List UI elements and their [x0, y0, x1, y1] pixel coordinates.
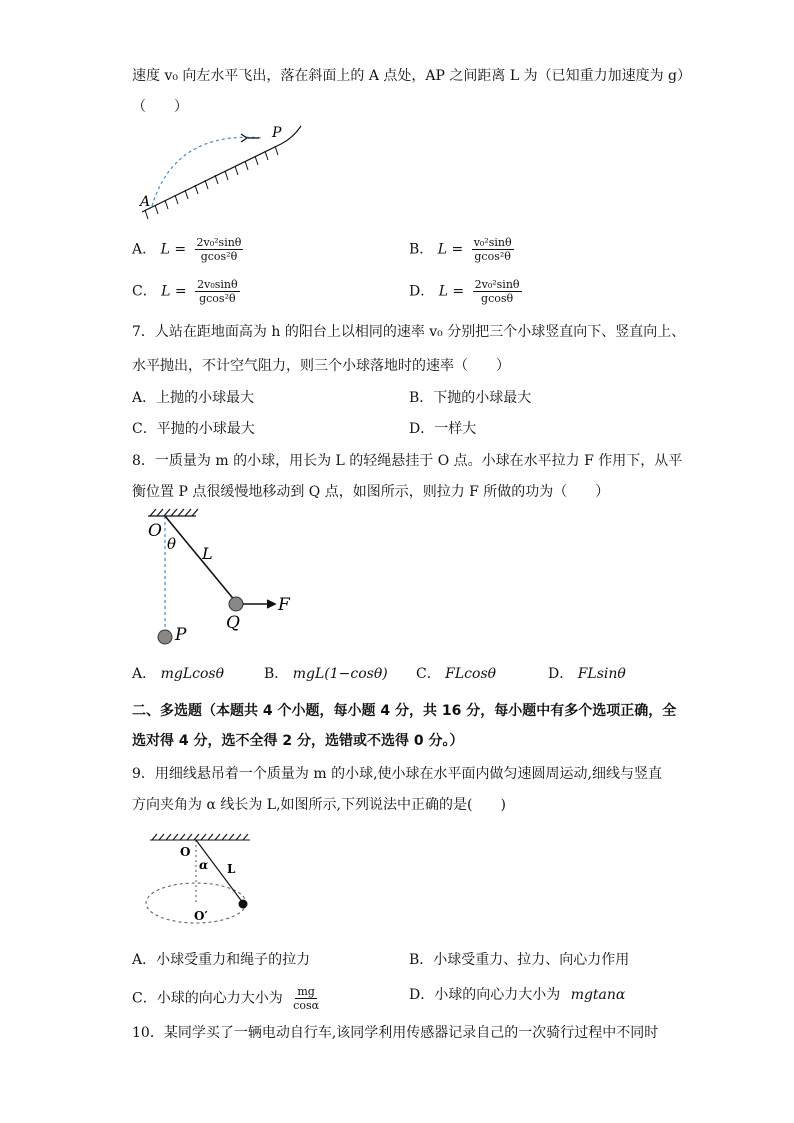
q6-option-a[interactable] — [132, 236, 243, 263]
option-expression: FLcosθ — [445, 666, 497, 682]
ball-P — [158, 630, 172, 644]
launch-arrow-icon — [241, 134, 259, 142]
ceiling — [150, 834, 250, 840]
ceiling — [148, 509, 198, 516]
q9-option-b[interactable]: B．小球受重力、拉力、向心力作用 — [409, 952, 630, 968]
fraction — [195, 278, 240, 305]
q8-stem-line1: 8．一质量为 m 的小球，用长为 L 的轻绳悬挂于 O 点。小球在水平拉力 F 作用下，从平 — [132, 453, 683, 469]
q8-stem-line2: 衡位置 P 点很缓慢地移动到 Q 点，如图所示，则拉力 F 所做的功为（ ） — [132, 484, 610, 500]
ball-Q — [229, 597, 243, 611]
fraction-denominator: gcos²θ — [474, 250, 511, 263]
q6-stem-line1: 速度 v₀ 向左水平飞出，落在斜面上的 A 点处，AP 之间距离 L 为（已知重力加速度为 g） — [132, 68, 692, 84]
fraction-numerator: 2v₀²sinθ — [196, 236, 242, 249]
option-text: C．小球的向心力大小为 — [132, 990, 283, 1007]
fraction — [473, 278, 522, 305]
fraction-numerator: 2v₀²sinθ — [474, 278, 520, 291]
q7-option-a[interactable]: A．上抛的小球最大 — [132, 390, 255, 406]
q6-option-b[interactable] — [409, 236, 514, 263]
q6-option-d[interactable] — [409, 278, 522, 305]
label-F: F — [278, 595, 290, 615]
label-P: P — [175, 625, 187, 645]
label-O: O — [180, 845, 191, 859]
q10-stem-line1: 10．某同学买了一辆电动自行车,该同学利用传感器记录自己的一次骑行过程中不同时 — [132, 1025, 659, 1041]
q9-option-c[interactable] — [132, 985, 321, 1012]
label-L: L — [227, 862, 236, 876]
label-alpha: α — [199, 858, 209, 872]
incline-hatching — [145, 146, 278, 219]
q6-option-c[interactable] — [132, 278, 240, 305]
label-P: P — [272, 125, 282, 141]
option-letter: D． — [409, 283, 435, 300]
option-lhs: L = — [437, 241, 464, 258]
q8-option-b[interactable] — [264, 664, 388, 684]
option-letter: A． — [132, 666, 157, 682]
q9-option-a[interactable]: A．小球受重力和绳子的拉力 — [132, 952, 311, 968]
option-expression: mgtanα — [570, 987, 626, 1003]
option-lhs: L = — [160, 241, 187, 258]
option-letter: B． — [264, 666, 289, 682]
label-L: L — [202, 544, 213, 563]
label-Q: Q — [226, 613, 240, 633]
option-letter: D． — [548, 666, 574, 682]
q8-option-d[interactable] — [548, 664, 626, 684]
fraction-denominator: gcosθ — [481, 292, 514, 305]
option-letter: C． — [132, 283, 157, 300]
rope — [165, 516, 236, 602]
q7-stem-line2: 水平抛出，不计空气阻力，则三个小球落地时的速率（ ） — [132, 358, 510, 374]
q9-stem-line2: 方向夹角为 α 线长为 L,如图所示,下列说法中正确的是( ) — [132, 797, 506, 813]
q7-stem-line1: 7．人站在距地面高为 h 的阳台上以相同的速率 v₀ 分别把三个小球竖直向下、竖直向上、 — [132, 324, 686, 340]
q8-option-a[interactable] — [132, 664, 224, 684]
q9-option-d[interactable] — [409, 985, 625, 1005]
fraction-denominator: gcos²θ — [199, 292, 236, 305]
q9-conical-pendulum-figure — [140, 832, 270, 932]
ball — [239, 900, 248, 909]
q8-pendulum-figure — [140, 508, 300, 650]
q6-incline-figure — [135, 120, 310, 225]
fraction — [472, 236, 514, 263]
option-text: D．小球的向心力大小为 — [409, 987, 561, 1003]
option-letter: B． — [409, 241, 434, 258]
q7-option-d[interactable]: D．一样大 — [409, 421, 477, 437]
force-arrow-icon — [243, 600, 275, 608]
fraction-numerator: v₀²sinθ — [473, 236, 512, 249]
q7-option-c[interactable]: C．平抛的小球最大 — [132, 421, 255, 437]
option-letter: A． — [132, 241, 157, 258]
option-lhs: L = — [161, 283, 187, 300]
option-lhs: L = — [438, 283, 465, 300]
label-O-prime: O′ — [194, 909, 208, 923]
q7-option-b[interactable]: B．下抛的小球最大 — [409, 390, 532, 406]
label-theta: θ — [167, 535, 177, 553]
fraction-numerator: 2v₀sinθ — [197, 278, 238, 291]
projectile-trajectory — [152, 137, 263, 206]
label-A: A — [140, 194, 151, 210]
q9-stem-line1: 9．用细线悬吊着一个质量为 m 的小球,使小球在水平面内做匀速圆周运动,细线与竖直 — [132, 766, 662, 782]
option-expression: mgL(1−cosθ) — [292, 666, 388, 682]
label-O: O — [148, 521, 162, 541]
fraction-denominator: cosα — [293, 999, 320, 1012]
fraction — [195, 236, 244, 263]
section2-heading-line1: 二、多选题（本题共 4 个小题，每小题 4 分，共 16 分，每小题中有多个选项正确，全 — [132, 703, 677, 719]
fraction-denominator: gcos²θ — [200, 250, 238, 263]
option-expression: mgLcosθ — [160, 666, 224, 682]
option-letter: C． — [416, 666, 441, 682]
section2-heading-line2: 选对得 4 分，选不全得 2 分，选错或不选得 0 分。） — [132, 733, 464, 749]
fraction — [291, 985, 321, 1012]
q8-option-c[interactable] — [416, 664, 496, 684]
option-expression: FLsinθ — [577, 666, 626, 682]
q6-stem-line2: （ ） — [132, 99, 188, 115]
fraction-numerator: mg — [297, 985, 315, 998]
